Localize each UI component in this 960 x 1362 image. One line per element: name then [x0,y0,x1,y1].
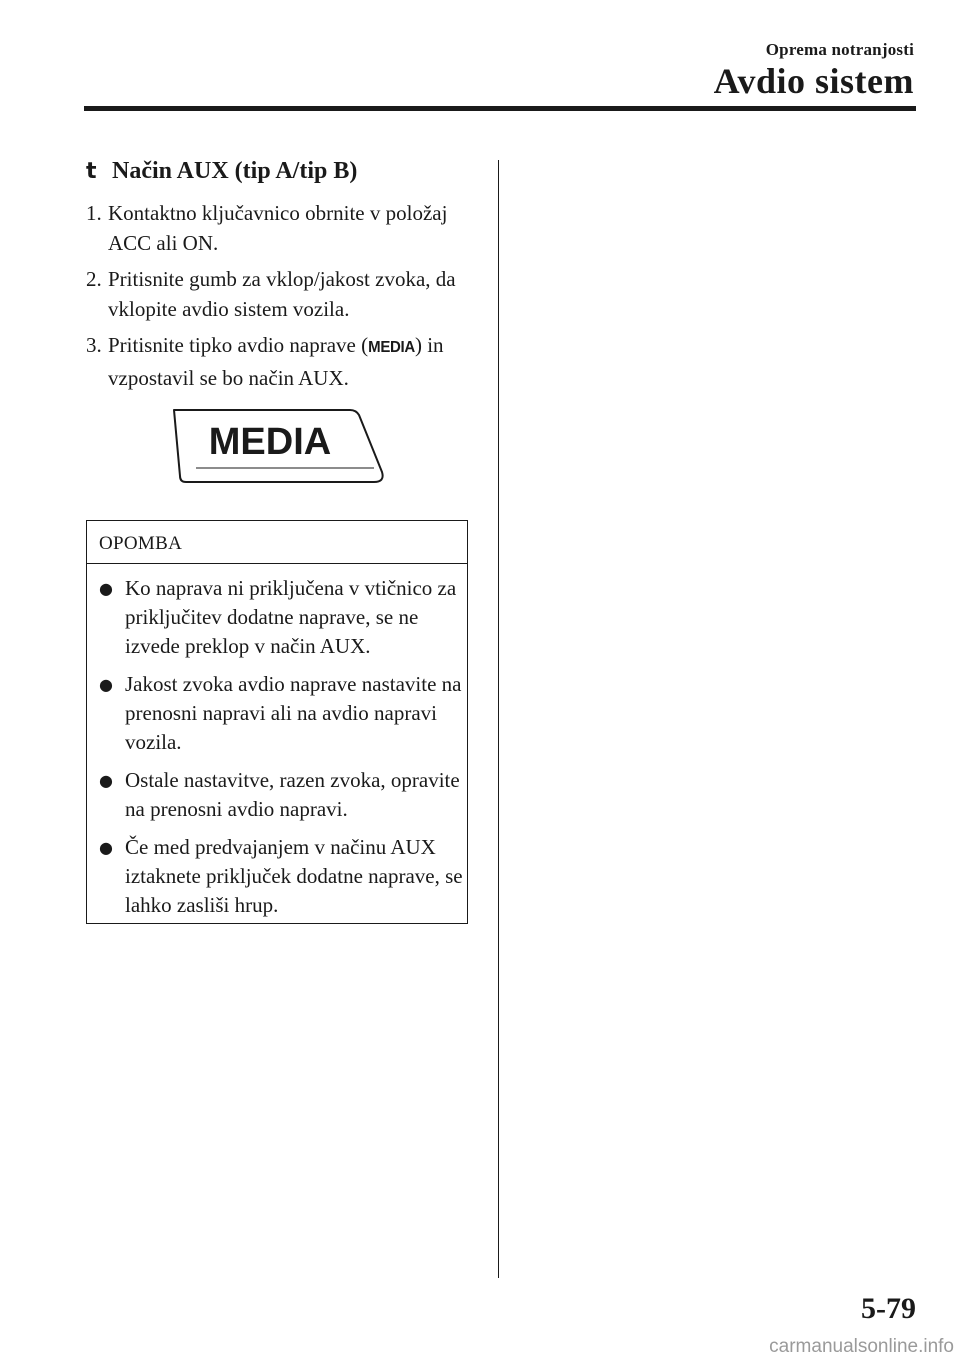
media-button-icon [168,406,386,486]
note-item [99,574,467,661]
step-text-after: ) in vzpostavil se bo način AUX. [108,333,444,390]
step-number: 3. [86,333,102,357]
step-item [86,264,486,324]
note-item-text: Jakost zvoka avdio naprave nastavite na prenosni napravi ali na avdio napravi vozila. [125,672,462,754]
section-heading [86,158,357,185]
bullet-icon: ● [99,838,113,857]
step-number: 1. [86,201,102,225]
step-list [86,198,486,399]
bullet-icon: ● [99,579,113,598]
step-text: Kontaktno ključavnico obrnite v položaj ACC ali ON. [108,201,448,255]
header-title: Avdio sistem [713,61,914,101]
note-box [86,520,468,924]
note-title: OPOMBA [87,521,467,564]
note-list [87,564,467,920]
note-item-text: Ko naprava ni priključena v vtičnico za priključitev dodatne naprave, se ne izvede preklop v način AUX. [125,576,457,658]
section-heading-text: Način AUX (tip A/tip B) [112,158,358,184]
note-item-text: Ostale nastavitve, razen zvoka, opravite na prenosni avdio napravi. [125,768,460,821]
step-item [86,198,486,258]
header-subtitle: Oprema notranjosti [765,40,914,59]
bullet-icon: ● [99,675,113,694]
header-rule [84,106,916,111]
column-divider [498,160,499,1278]
page-number: 5-79 [861,1292,916,1325]
step-text: Pritisnite gumb za vklop/jakost zvoka, da vklopite avdio sistem vozila. [108,267,456,321]
step-text-before: Pritisnite tipko avdio naprave ( [108,333,369,357]
step-number: 2. [86,267,102,291]
media-button-label: MEDIA [208,421,332,463]
note-item [99,833,467,920]
bullet-icon: ● [99,771,113,790]
note-item [99,670,467,757]
note-item [99,766,467,824]
section-bullet-icon: t [86,159,97,184]
step-item [86,330,486,393]
watermark: carmanualsonline.info [769,1336,954,1357]
note-item-text: Če med predvajanjem v načinu AUX iztaknete priključek dodatne naprave, se lahko zasliši hrup. [125,835,463,917]
media-inline-icon: MEDIA [368,338,415,357]
